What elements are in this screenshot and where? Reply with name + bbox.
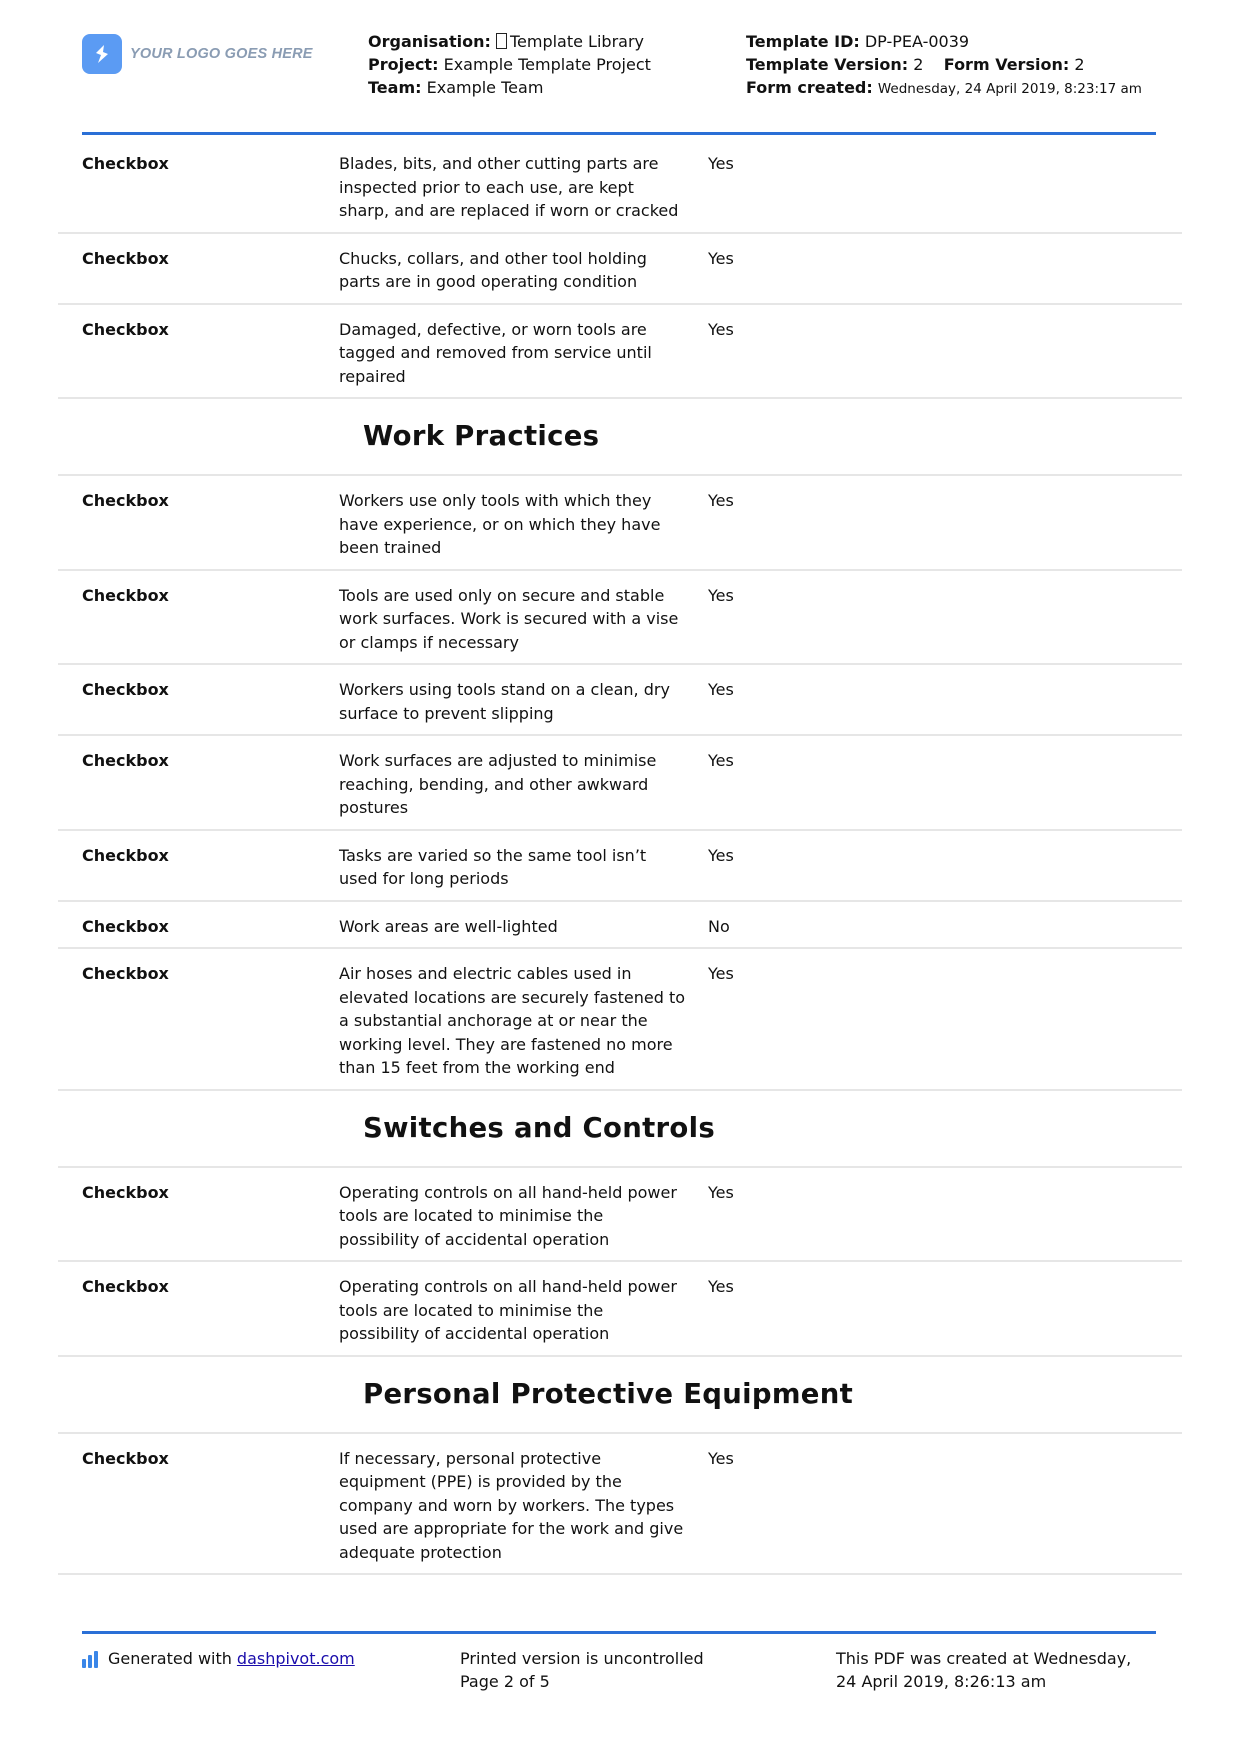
- row-value: Yes: [708, 585, 734, 605]
- row-value: Yes: [708, 248, 734, 268]
- row-text: Tasks are varied so the same tool isn’t used for long periods: [339, 845, 647, 888]
- uncontrolled-notice: Printed version is uncontrolled: [460, 1649, 704, 1668]
- row-value: Yes: [708, 680, 734, 699]
- header-divider: [82, 132, 1156, 135]
- table-row: [58, 1262, 1182, 1357]
- dashpivot-link[interactable]: dashpivot.com: [236, 1649, 355, 1668]
- row-text: Workers using tools stand on a clean, dry surface to prevent slipping: [339, 680, 670, 723]
- project-label: Project:: [368, 55, 439, 74]
- table-row: [58, 234, 1182, 305]
- row-type: Checkbox: [82, 1182, 169, 1202]
- table-row: [58, 736, 1182, 831]
- footer-page-info: [460, 1648, 704, 1693]
- form-created-label: Form created:: [746, 78, 873, 97]
- logo-icon: [82, 34, 122, 74]
- row-text: Workers use only tools with which they have experience, or on which they have been trained: [339, 491, 661, 557]
- table-row: [58, 665, 1182, 736]
- row-text: Operating controls on all hand-held power tools are located to minimise the possibility of accidental operation: [339, 1182, 677, 1249]
- footer-created-at: This PDF was created at Wednesday, 24 April 2019, 8:26:13 am: [836, 1649, 1132, 1691]
- row-type: Checkbox: [82, 1277, 169, 1296]
- row-text: Work areas are well-lighted: [339, 916, 558, 936]
- row-value: Yes: [708, 319, 734, 339]
- checklist-content: [58, 139, 1182, 1575]
- form-version-value: 2: [1074, 55, 1085, 74]
- table-row: [58, 949, 1182, 1091]
- template-id-label: Template ID:: [746, 32, 860, 51]
- row-value: Yes: [708, 964, 734, 983]
- row-type: Checkbox: [82, 319, 169, 339]
- dashpivot-icon: [82, 1650, 100, 1668]
- row-text: Air hoses and electric cables used in elevated locations are securely fastened to a substantial anchorage at or near the working level. They are fastened no more than 15 feet from the working end: [339, 964, 685, 1077]
- template-version-label: Template Version:: [746, 55, 909, 74]
- form-created-value: Wednesday, 24 April 2019, 8:23:17 am: [877, 81, 1142, 97]
- row-type: Checkbox: [82, 1448, 169, 1468]
- row-type: Checkbox: [82, 964, 169, 983]
- organisation-label: Organisation:: [368, 32, 491, 51]
- row-value: No: [708, 916, 730, 936]
- row-text: Chucks, collars, and other tool holding parts are in good operating condition: [339, 248, 647, 291]
- team-value: Example Team: [426, 78, 544, 97]
- row-text: Tools are used only on secure and stable work surfaces. Work is secured with a vise or clamps if necessary: [339, 585, 679, 652]
- footer-generated: [82, 1648, 355, 1671]
- row-text: Operating controls on all hand-held power tools are located to minimise the possibility of accidental operation: [339, 1277, 677, 1343]
- section-heading-work-practices: Work Practices: [58, 399, 1182, 476]
- row-type: Checkbox: [82, 585, 169, 605]
- table-row: [58, 571, 1182, 666]
- organisation-value: Template Library: [509, 32, 644, 51]
- row-type: Checkbox: [82, 680, 169, 699]
- table-row: [58, 831, 1182, 902]
- template-id-value: DP-PEA-0039: [864, 32, 970, 51]
- footer-divider: [82, 1631, 1156, 1634]
- row-value: Yes: [708, 1277, 734, 1296]
- row-type: Checkbox: [82, 845, 169, 865]
- company-logo: [82, 34, 313, 74]
- row-value: Yes: [708, 1448, 734, 1468]
- row-text: Damaged, defective, or worn tools are tagged and removed from service until repaired: [339, 319, 652, 386]
- page-header: [82, 30, 1156, 132]
- table-row: [58, 1168, 1182, 1263]
- project-value: Example Template Project: [443, 55, 651, 74]
- section-heading-ppe: Personal Protective Equipment: [58, 1357, 1182, 1434]
- row-type: Checkbox: [82, 491, 169, 510]
- section-rows-tools: [58, 139, 1182, 399]
- row-type: Checkbox: [82, 751, 169, 770]
- row-text: Work surfaces are adjusted to minimise reaching, bending, and other awkward postures: [339, 751, 657, 817]
- row-type: Checkbox: [82, 248, 169, 268]
- organisation-icon: [496, 33, 507, 49]
- logo-text: YOUR LOGO GOES HERE: [130, 46, 313, 62]
- generated-text: Generated with: [108, 1649, 232, 1668]
- table-row: [58, 476, 1182, 571]
- row-value: Yes: [708, 154, 734, 173]
- row-text: If necessary, personal protective equipment (PPE) is provided by the company and worn by workers. The types used are appropriate for the work and give adequate protection: [339, 1448, 684, 1562]
- form-version-label: Form Version:: [943, 55, 1070, 74]
- section-rows-work-practices: [58, 476, 1182, 1091]
- row-value: Yes: [708, 1182, 734, 1202]
- template-version-value: 2: [913, 55, 924, 74]
- section-rows-switches-controls: [58, 1168, 1182, 1357]
- table-row: [58, 139, 1182, 234]
- table-row: [58, 902, 1182, 950]
- section-heading-switches-controls: Switches and Controls: [58, 1091, 1182, 1168]
- row-value: Yes: [708, 751, 734, 770]
- row-value: Yes: [708, 845, 734, 865]
- header-project-info: [368, 30, 651, 99]
- page-number: Page 2 of 5: [460, 1671, 550, 1691]
- table-row: [58, 1434, 1182, 1576]
- row-type: Checkbox: [82, 154, 169, 173]
- team-label: Team:: [368, 78, 422, 97]
- row-type: Checkbox: [82, 916, 169, 936]
- row-text: Blades, bits, and other cutting parts are inspected prior to each use, are kept sharp, and are replaced if worn or cracked: [339, 154, 679, 220]
- section-rows-ppe: [58, 1434, 1182, 1576]
- row-value: Yes: [708, 491, 734, 510]
- header-template-info: [746, 30, 1166, 101]
- table-row: [58, 305, 1182, 400]
